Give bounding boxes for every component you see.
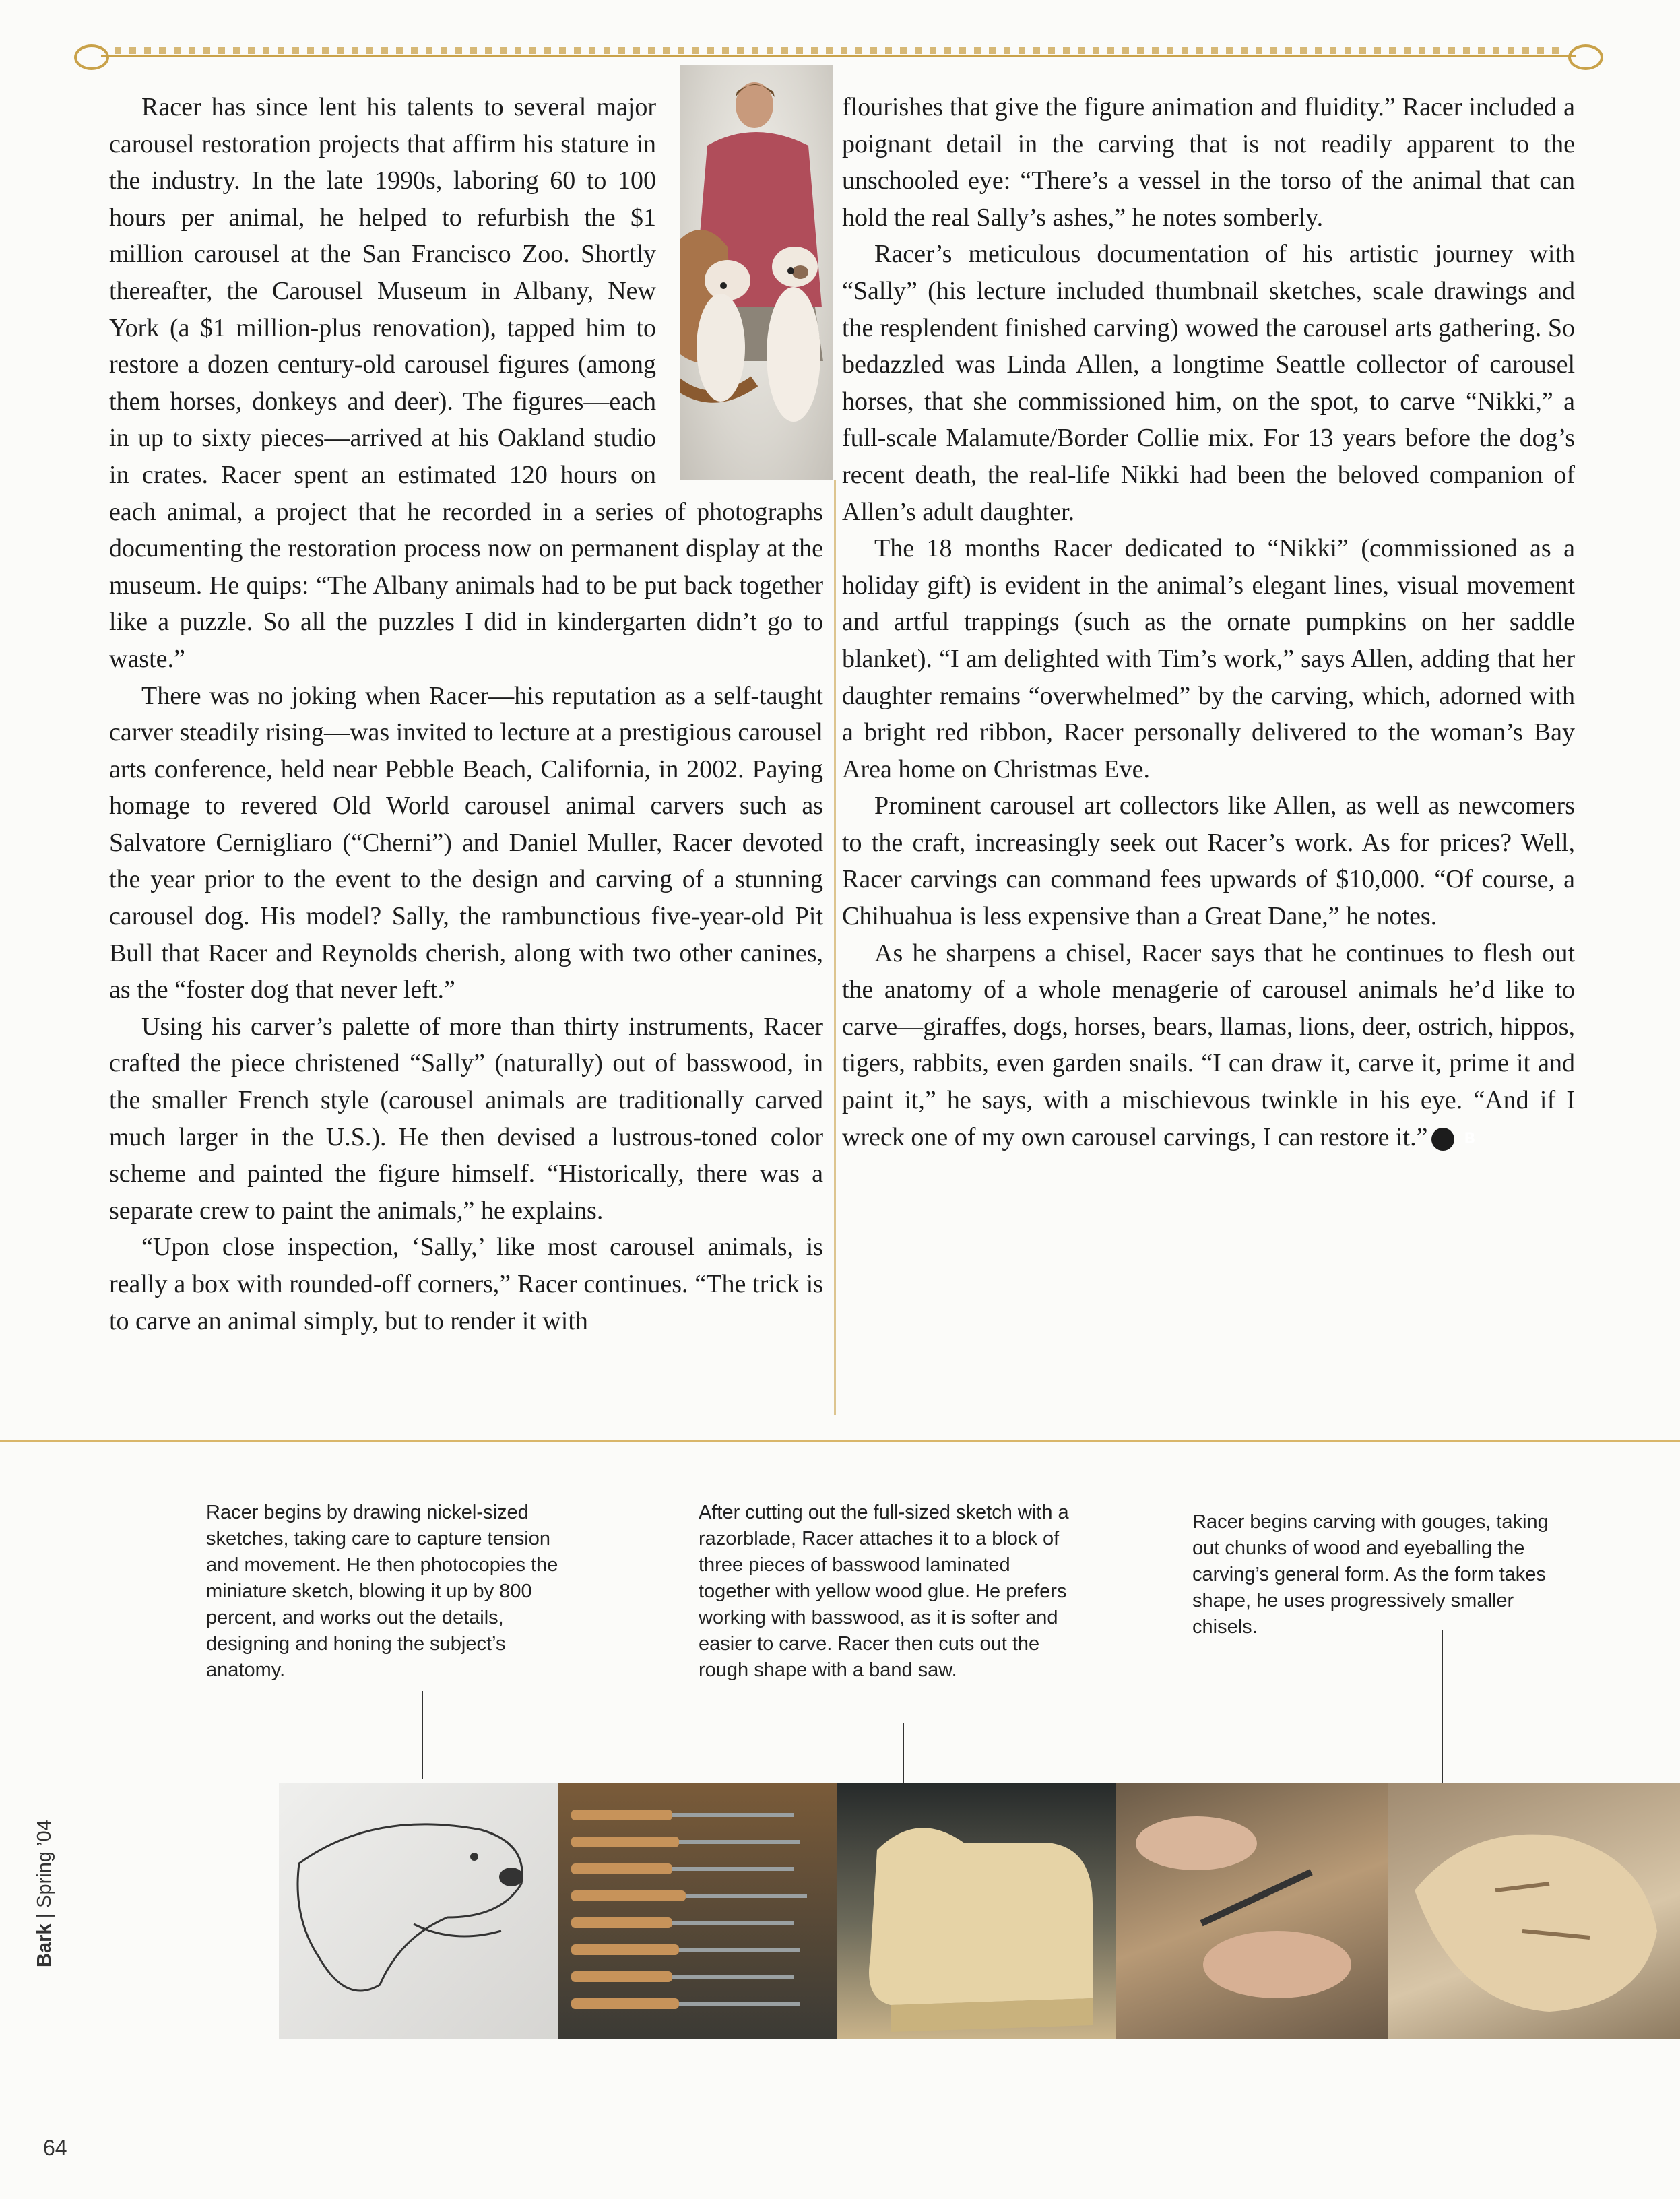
caption-carving: Racer begins carving with gouges, taking out chunks of wood and eyeballing the carving’s general form. As the form takes shape, he uses progressively smaller chisels. bbox=[1192, 1511, 1549, 1638]
paragraph-documentation: Racer’s meticulous documentation of his artistic journey with “Sally” (his lecture included thumbnail sketches, scale drawings and the resplendent finished carving) wowed the carousel arts gathering. So bedazzled was Linda Allen, a longtime Seattle collector of carousel horses, that she commissioned him, on the spot, to carve “Nikki,” a full-scale Malamute/Border Collie mix. For 13 years before the dog’s recent death, the real-life Nikki had been the beloved companion of Allen’s adult daughter. bbox=[842, 240, 1575, 526]
portrait-float-spacer bbox=[671, 89, 823, 480]
caption-cutting: After cutting out the full-sized sketch with a razorblade, Racer attaches it to a block of three pieces of basswood laminated together with yellow wood glue. He prefers working with basswood, as it is softer and easier to carve. Racer then cuts out the rough shape with a band saw. bbox=[699, 1502, 1069, 1681]
footer-magazine-issue: Bark | Spring ’04 bbox=[34, 1820, 55, 1967]
caption-leader-line bbox=[1442, 1630, 1443, 1785]
ornamental-header-rule bbox=[74, 44, 1603, 67]
paragraph-lecture: There was no joking when Racer—his reputation as a self-taught carver steadily rising—was invited to lecture at a prestigious carousel arts conference, held near Pebble Beach, California, in 2002. Paying homage to revered Old World carousel animal carvers such as Salvatore Cernigliaro (“Cherni”) and Daniel Muller, Racer devoted the year prior to the event to the design and carving of a stunning carousel dog. His model? Sally, the rambunctious five-year-old Pit Bull that Racer and Reynolds cherish, along with two other canines, as the “foster dog that never left.” bbox=[109, 681, 823, 1005]
article-left-column bbox=[109, 89, 823, 1339]
photo-carved-head bbox=[1388, 1783, 1680, 2039]
paragraph-collectors: Prominent carousel art collectors like Allen, as well as newcomers to the craft, increasingly seek out Racer’s work. As for prices? Well, Racer carvings can command fees upwards of $10,000. “Of course, a Chihuahua is less expensive than a Great Dane,” he notes. bbox=[842, 792, 1575, 931]
section-divider bbox=[0, 1440, 1680, 1442]
paragraph-menagerie bbox=[842, 935, 1575, 1156]
paragraph-flourishes: flourishes that give the figure animation and fluidity.” Racer included a poignant detail in the carving that is not readily apparent to the unschooled eye: “There’s a vessel in the torso of the animal that can hold the real Sally’s ashes,” he notes somberly. bbox=[842, 93, 1575, 232]
page-number: 64 bbox=[43, 2136, 67, 2160]
caption-sketching: Racer begins by drawing nickel-sized sketches, taking care to capture tension and movement. He then photocopies the miniature sketch, blowing it up by 800 percent, and works out the details, designing and honing the subject’s anatomy. bbox=[206, 1502, 558, 1681]
caption-leader-line bbox=[903, 1723, 904, 1791]
issue-label: Spring ’04 bbox=[34, 1820, 55, 1908]
caption-leader-line bbox=[422, 1691, 423, 1779]
paragraph-restoration: Racer has since lent his talents to several major carousel restoration projects that affirm his stature in the industry. In the late 1990s, laboring 60 to 100 hours per animal, he helped to refurbish the $1 million carousel at the San Francisco Zoo. Shortly thereafter, the Carousel Museum in Albany, New York (a $1 million-plus renovation), tapped him to restore a dozen century-old carousel figures (among them horses, donkeys and deer). The figures—each in up to sixty pieces—arrived at his Oakland studio in crates. Racer spent an estimated 120 hours on each animal, a project that he recorded in a series of photographs documenting the restoration process now on permanent display at the museum. He quips: “The Albany animals had to be put back together like a puzzle. So all the puzzles I did in kindergarten didn’t go to waste.” bbox=[109, 93, 823, 673]
photo-sketch bbox=[279, 1783, 558, 2039]
column-divider bbox=[834, 480, 836, 1415]
flourish-right-icon bbox=[1568, 44, 1603, 70]
bark-end-mark-icon: B bbox=[1431, 1128, 1454, 1151]
paragraph-inspection: “Upon close inspection, ‘Sally,’ like most carousel animals, is really a box with rounded-off corners,” Racer continues. “The trick is to carve an animal simply, but to render it with bbox=[109, 1233, 823, 1335]
photo-gouges bbox=[558, 1783, 837, 2039]
flourish-left-icon bbox=[74, 44, 109, 70]
paragraph-nikki: The 18 months Racer dedicated to “Nikki” (commissioned as a holiday gift) is evident in the animal’s elegant lines, visual movement and artful trappings (such as the ornate pumpkins on her saddle blanket). “I am delighted with Tim’s work,” says Allen, adding that her daughter remains “overwhelmed” by the carving, which, adorned with a bright red ribbon, Racer personally delivered to the woman’s Bay Area home on Christmas Eve. bbox=[842, 534, 1575, 784]
photo-wood-block bbox=[837, 1783, 1116, 2039]
magazine-name: Bark bbox=[34, 1923, 55, 1967]
paragraph-sally-crafting: Using his carver’s palette of more than thirty instruments, Racer crafted the piece christened “Sally” (naturally) out of basswood, in the smaller French style (carousel animals are traditionally carved much larger in the U.S.). He then devised a lustrous-toned color scheme and painted the figure himself. “Historically, there was a separate crew to paint the animals,” he explains. bbox=[109, 1012, 823, 1225]
photo-carving-hands bbox=[1116, 1783, 1388, 2039]
article-right-column bbox=[842, 89, 1575, 1155]
paragraph-menagerie-text: As he sharpens a chisel, Racer says that he continues to flesh out the anatomy of a whole menagerie of carousel animals he’d like to carve—giraffes, dogs, horses, bears, llamas, lions, deer, ostrich, hippos, tigers, rabbits, even garden snails. “I can draw it, carve it, prime it and paint it,” he says, with a mischievous twinkle in his eye. “And if I wreck one of my own carousel carvings, I can restore it.” bbox=[842, 938, 1575, 1151]
